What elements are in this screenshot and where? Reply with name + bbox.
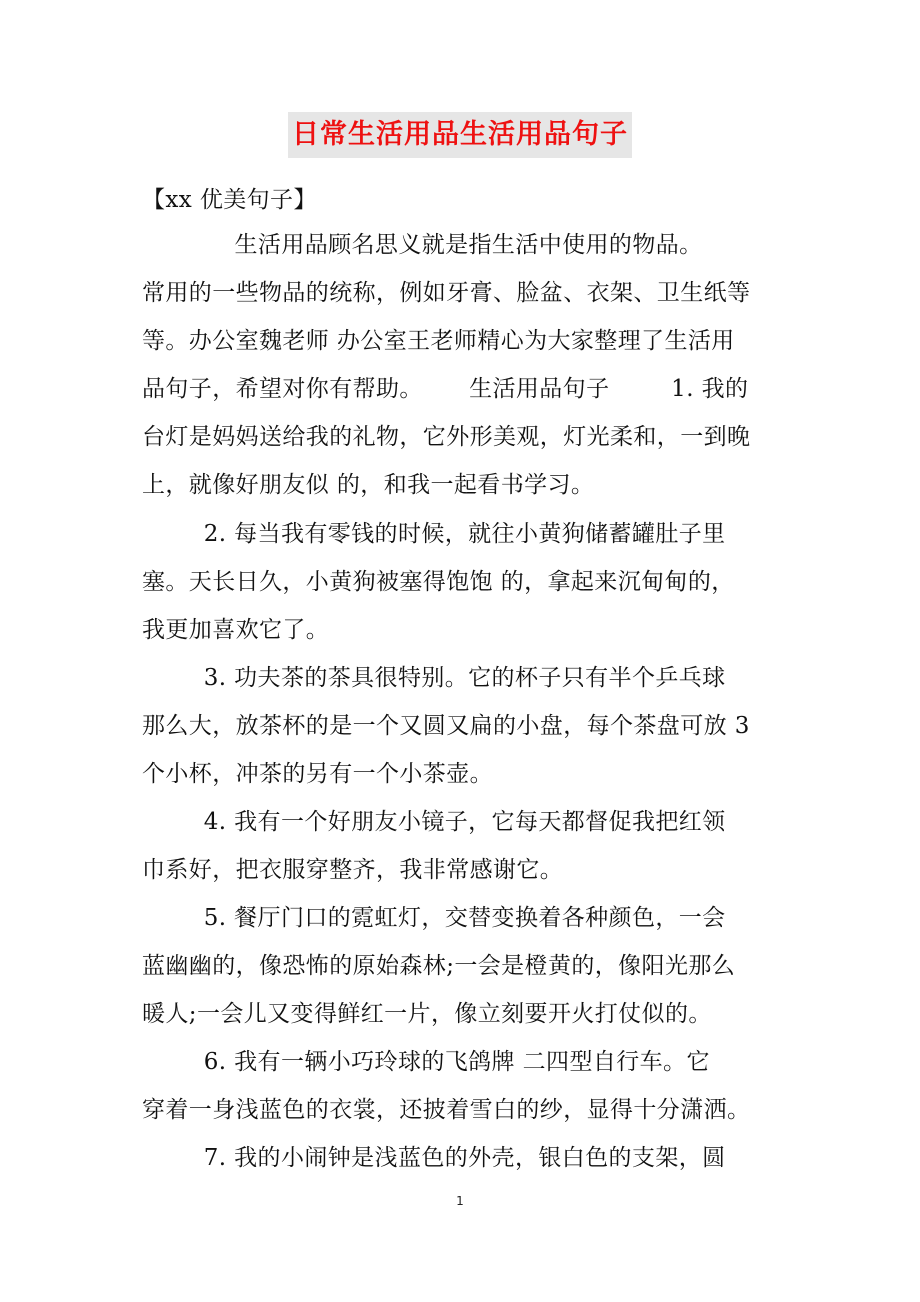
- document-title: 日常生活用品生活用品句子: [288, 112, 632, 158]
- text-line: 暖人;一会儿又变得鲜红一片，像立刻要开火打仗似的。: [142, 1001, 712, 1027]
- page-number: 1: [456, 1194, 464, 1208]
- text-line: 塞。天长日久，小黄狗被塞得饱饱 的，拿起来沉甸甸的，: [142, 569, 735, 595]
- document-title-block: [0, 112, 920, 158]
- text-line: 生活用品顾名思义就是指生活中使用的物品。: [142, 232, 703, 258]
- text-line: 个小杯，冲茶的另有一个小茶壶。: [142, 761, 493, 787]
- text-line: 台灯是妈妈送给我的礼物，它外形美观，灯光柔和，一到晚: [142, 424, 751, 450]
- text-line: 4. 我有一个好朋友小镜子，它每天都督促我把红领: [142, 809, 726, 835]
- text-line: 穿着一身浅蓝色的衣裳，还披着雪白的纱，显得十分潇洒。: [142, 1097, 751, 1123]
- text-line: 蓝幽幽的，像恐怖的原始森林;一会是橙黄的，像阳光那么: [142, 953, 736, 979]
- text-line: 等。办公室魏老师 办公室王老师精心为大家整理了生活用: [142, 328, 735, 354]
- text-line: 6. 我有一辆小巧玲球的飞鸽牌 二四型自行车。它: [142, 1049, 710, 1075]
- text-line: 5. 餐厅门口的霓虹灯，交替变换着各种颜色，一会: [142, 905, 726, 931]
- text-line: 2. 每当我有零钱的时候，就往小黄狗储蓄罐肚子里: [142, 521, 726, 547]
- text-line: 我更加喜欢它了。: [142, 617, 330, 643]
- text-line: 常用的一些物品的统称，例如牙膏、脸盆、衣架、卫生纸等: [142, 280, 751, 306]
- text-line: 3. 功夫茶的茶具很特别。它的杯子只有半个乒乓球: [142, 665, 726, 691]
- text-line: 上，就像好朋友似 的，和我一起看书学习。: [142, 472, 595, 498]
- text-line: 巾系好，把衣服穿整齐，我非常感谢它。: [142, 857, 564, 883]
- text-line: 7. 我的小闹钟是浅蓝色的外壳，银白色的支架，圆: [142, 1145, 726, 1171]
- text-line: 【xx 优美句子】: [142, 187, 317, 213]
- text-line: 品句子，希望对你有帮助。 生活用品句子 1. 我的: [142, 376, 749, 402]
- text-line: 那么大，放茶杯的是一个又圆又扁的小盘，每个茶盘可放 3: [142, 713, 750, 739]
